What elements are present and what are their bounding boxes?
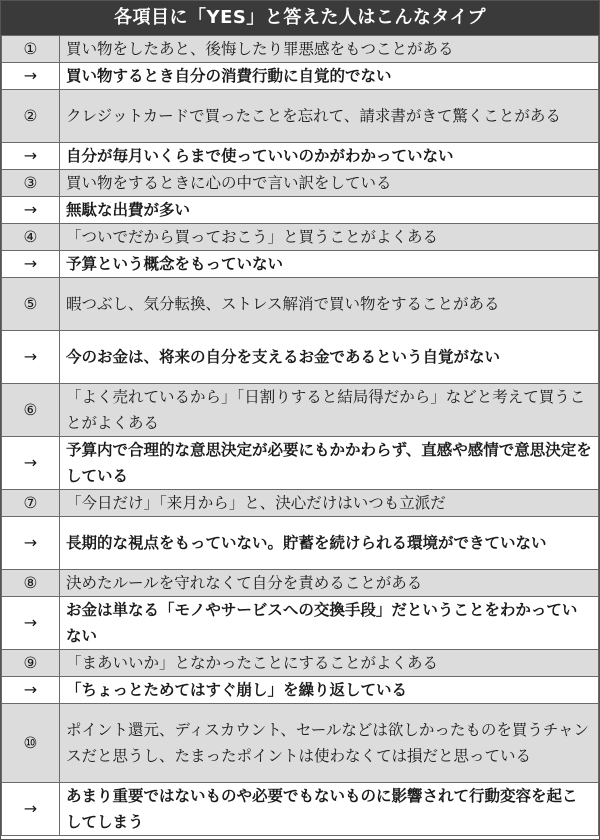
answer-text: 予算という概念をもっていない	[60, 251, 599, 278]
item-number: ③	[2, 170, 60, 197]
question-row-10	[2, 704, 599, 783]
question-row-8	[2, 570, 599, 597]
answer-row-10	[2, 783, 599, 836]
answer-row-9	[2, 677, 599, 704]
answer-text: 無駄な出費が多い	[60, 197, 599, 224]
answer-text: あまり重要ではないものや必要でもないものに影響されて行動変容を起こしてしまう	[60, 783, 599, 836]
answer-row-1	[2, 63, 599, 90]
item-number: ⑤	[2, 278, 60, 331]
arrow-icon: →	[2, 677, 60, 704]
yes-types-table	[1, 35, 599, 836]
item-number: ⑩	[2, 704, 60, 783]
arrow-icon: →	[2, 197, 60, 224]
question-row-9	[2, 650, 599, 677]
question-text: 「ついでだから買っておこう」と買うことがよくある	[60, 224, 599, 251]
item-number: ⑥	[2, 384, 60, 437]
answer-row-5	[2, 331, 599, 384]
arrow-icon: →	[2, 143, 60, 170]
question-row-1	[2, 36, 599, 63]
question-row-2	[2, 90, 599, 143]
question-text: 「まあいいか」となかったことにすることがよくある	[60, 650, 599, 677]
question-text: 買い物をしたあと、後悔したり罪悪感をもつことがある	[60, 36, 599, 63]
item-number: ⑦	[2, 490, 60, 517]
question-text: 「よく売れているから」「日割りすると結局得だから」などと考えて買うことがよくある	[60, 384, 599, 437]
item-number: ①	[2, 36, 60, 63]
question-text: 暇つぶし、気分転換、ストレス解消で買い物をすることがある	[60, 278, 599, 331]
answer-text: 予算内で合理的な意思決定が必要にもかかわらず、直感や感情で意思決定をしている	[60, 437, 599, 490]
answer-row-6	[2, 437, 599, 490]
question-text: クレジットカードで買ったことを忘れて、請求書がきて驚くことがある	[60, 90, 599, 143]
answer-text: 長期的な視点をもっていない。貯蓄を続けられる環境ができていない	[60, 517, 599, 570]
item-number: ④	[2, 224, 60, 251]
question-text: ポイント還元、ディスカウント、セールなどは欲しかったものを買うチャンスだと思うし、たまったポイントは使わなくては損だと思っている	[60, 704, 599, 783]
question-row-5	[2, 278, 599, 331]
item-number: ②	[2, 90, 60, 143]
arrow-icon: →	[2, 517, 60, 570]
arrow-icon: →	[2, 63, 60, 90]
answer-row-4	[2, 251, 599, 278]
answer-text: 今のお金は、将来の自分を支えるお金であるという自覚がない	[60, 331, 599, 384]
answer-row-2	[2, 143, 599, 170]
item-number: ⑧	[2, 570, 60, 597]
arrow-icon: →	[2, 437, 60, 490]
question-row-4	[2, 224, 599, 251]
answer-text: 自分が毎月いくらまで使っていいのかがわかっていない	[60, 143, 599, 170]
question-text: 買い物をするときに心の中で言い訳をしている	[60, 170, 599, 197]
item-number: ⑨	[2, 650, 60, 677]
table-title: 各項目に「YES」と答えた人はこんなタイプ	[1, 1, 599, 35]
answer-text: 「ちょっとためてはすぐ崩し」を繰り返している	[60, 677, 599, 704]
answer-text: お金は単なる「モノやサービスへの交換手段」だということをわかっていない	[60, 597, 599, 650]
arrow-icon: →	[2, 331, 60, 384]
arrow-icon: →	[2, 597, 60, 650]
answer-row-8	[2, 597, 599, 650]
question-row-6	[2, 384, 599, 437]
arrow-icon: →	[2, 251, 60, 278]
question-text: 決めたルールを守れなくて自分を責めることがある	[60, 570, 599, 597]
answer-row-7	[2, 517, 599, 570]
answer-row-3	[2, 197, 599, 224]
question-text: 「今日だけ」「来月から」と、決心だけはいつも立派だ	[60, 490, 599, 517]
arrow-icon: →	[2, 783, 60, 836]
question-row-7	[2, 490, 599, 517]
question-row-3	[2, 170, 599, 197]
answer-text: 買い物するとき自分の消費行動に自覚的でない	[60, 63, 599, 90]
